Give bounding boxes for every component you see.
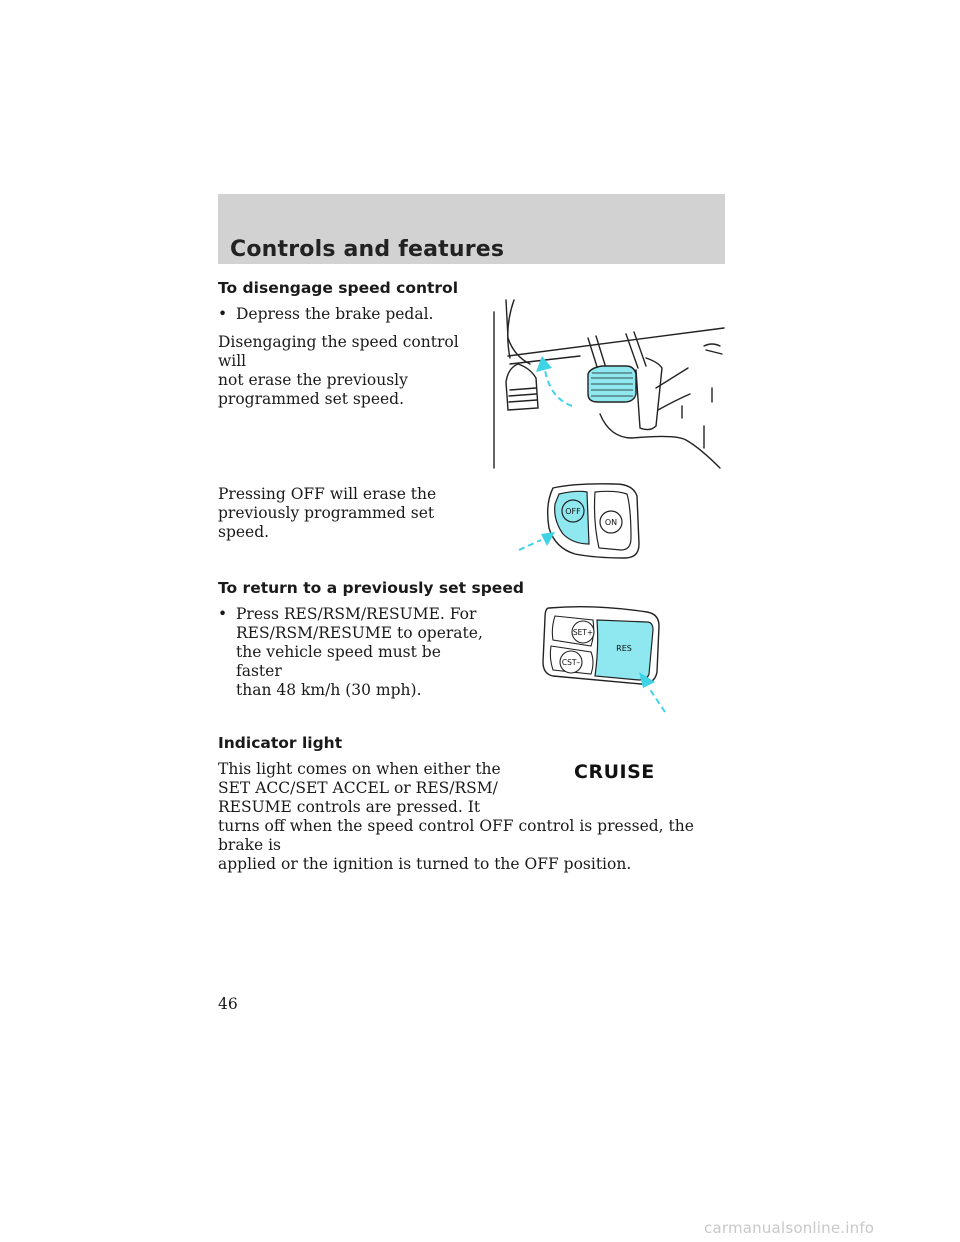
bullet-item xyxy=(218,305,478,325)
watermark: carmanualsonline.info xyxy=(704,1219,875,1237)
text-line: Pressing OFF will erase the xyxy=(218,485,437,503)
text-line: Press RES/RSM/RESUME. For xyxy=(236,605,477,623)
paragraph-off xyxy=(218,485,488,542)
cruise-indicator-label: CRUISE xyxy=(574,761,655,783)
text-line: applied or the ignition is turned to the OFF position. xyxy=(218,855,632,873)
bullet-text: Depress the brake pedal. xyxy=(236,305,434,323)
bullet-dot: • xyxy=(218,605,228,623)
res-button-label: RES xyxy=(616,644,632,653)
on-button-label: ON xyxy=(604,518,618,527)
cst-button-label: CST– xyxy=(561,658,581,667)
bullet-item xyxy=(218,605,488,699)
text-line: previously programmed set speed. xyxy=(218,504,435,541)
off-button-label: OFF xyxy=(565,507,581,516)
text-line: the vehicle speed must be faster xyxy=(236,643,441,680)
text-line: programmed set speed. xyxy=(218,390,405,408)
heading-return-speed: To return to a previously set speed xyxy=(218,579,524,597)
text-line: not erase the previously xyxy=(218,371,408,389)
text-line: RESUME controls are pressed. It xyxy=(218,798,481,816)
bullet-dot: • xyxy=(218,305,228,323)
paragraph-disengage xyxy=(218,333,478,409)
text-line: SET ACC/SET ACCEL or RES/RSM/ xyxy=(218,779,498,797)
set-res-switch-illustration xyxy=(535,600,675,715)
bullet-text xyxy=(236,605,488,700)
heading-disengage: To disengage speed control xyxy=(218,279,459,297)
text-line: than 48 km/h (30 mph). xyxy=(236,681,422,699)
section-title: Controls and features xyxy=(230,237,505,262)
heading-indicator-light: Indicator light xyxy=(218,734,343,752)
off-on-switch-illustration xyxy=(515,478,655,563)
set-button-label: SET+ xyxy=(572,628,594,637)
text-line: RES/RSM/RESUME to operate, xyxy=(236,624,483,642)
brake-pedal-illustration xyxy=(490,298,730,473)
section-header-band xyxy=(218,194,725,264)
text-line: turns off when the speed control OFF control is pressed, the brake is xyxy=(218,817,694,854)
page-number: 46 xyxy=(218,995,238,1013)
text-line: Disengaging the speed control will xyxy=(218,333,459,370)
text-line: This light comes on when either the xyxy=(218,760,501,778)
